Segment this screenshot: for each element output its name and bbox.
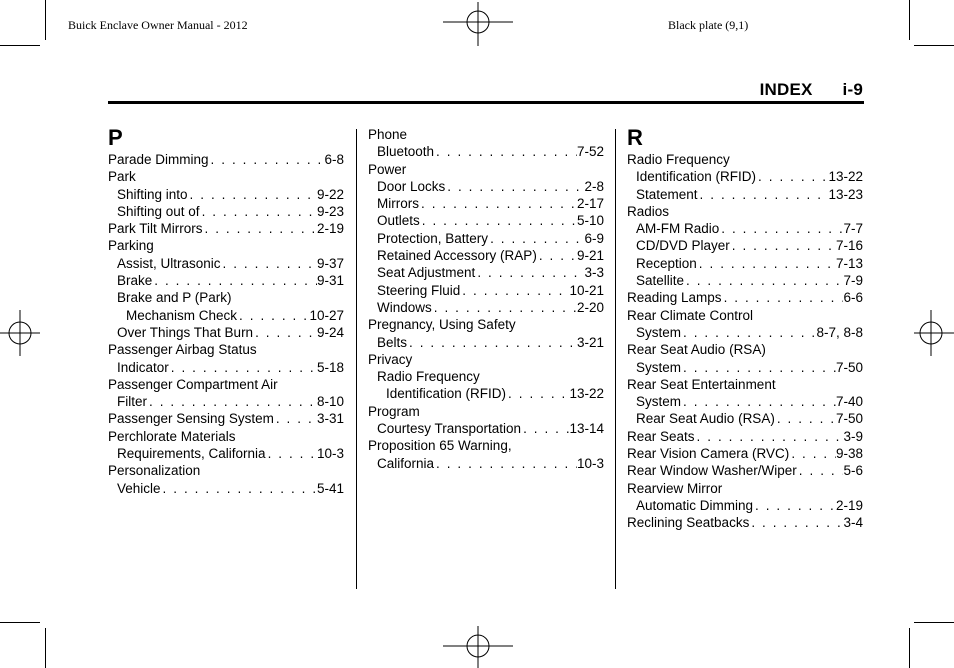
index-entry-term: Rear Climate Control (627, 307, 754, 323)
index-entry (627, 151, 863, 168)
section-title: INDEX (759, 80, 813, 99)
index-entry-term: Radio Frequency (377, 369, 480, 385)
index-entry-term: Belts (377, 334, 408, 350)
index-entry-term: Windows (377, 299, 432, 315)
index-entry-term: Reception (636, 255, 697, 271)
index-entry (108, 428, 344, 445)
index-entry-term: Rear Seat Audio (RSA) (636, 411, 775, 427)
dot-leader (475, 264, 584, 281)
index-entry-term: System (636, 394, 682, 410)
index-entry-term: Rear Vision Camera (RVC) (627, 446, 790, 462)
index-entry-term: Automatic Dimming (636, 497, 754, 513)
index-entry-term: Reading Lamps (627, 290, 722, 306)
index-entry-term: Program (368, 403, 420, 419)
index-entry (627, 393, 863, 410)
index-entry-page: 10-3 (316, 446, 344, 462)
index-entry-page: 9-21 (576, 248, 604, 264)
dot-leader (681, 324, 816, 341)
index-entry (368, 264, 604, 281)
dot-leader (506, 385, 569, 402)
index-entry-page: 9-24 (316, 324, 344, 340)
index-entry (368, 212, 604, 229)
index-entry (627, 480, 863, 497)
dot-leader (209, 151, 325, 168)
dot-leader (432, 299, 577, 316)
index-entry-term: Perchlorate Materials (108, 428, 236, 444)
index-entry-page: 13-23 (828, 186, 863, 202)
index-entry-page: 3-31 (316, 411, 344, 427)
index-entry (368, 403, 604, 420)
index-entry (627, 462, 863, 479)
index-entry-term: Rear Seat Audio (RSA) (627, 342, 766, 358)
index-entry-page: 9-38 (835, 446, 863, 462)
index-entry-term: Pregnancy, Using Safety (368, 317, 516, 333)
index-entry-term: Identification (RFID) (386, 386, 507, 402)
index-entry-page: 3-21 (576, 334, 604, 350)
index-entry (368, 230, 604, 247)
dot-leader (681, 393, 836, 410)
index-entry-term: Parade Dimming (108, 152, 209, 167)
index-entry-term: Brake and P (Park) (117, 290, 232, 306)
column-divider (356, 129, 357, 589)
index-entry (368, 455, 604, 472)
index-entry (627, 514, 863, 531)
index-entry-page: 7-40 (835, 394, 863, 410)
index-entry-term: Mechanism Check (126, 307, 238, 323)
dot-leader (719, 220, 843, 237)
dot-leader (684, 272, 843, 289)
index-entry (108, 255, 344, 272)
index-entry (627, 410, 863, 427)
index-letter-heading: P (108, 125, 123, 150)
dot-leader (698, 186, 829, 203)
index-entry (108, 289, 344, 306)
index-entry-term: Rearview Mirror (627, 480, 723, 496)
index-entry (108, 168, 344, 185)
index-entry-term: Seat Adjustment (377, 265, 476, 281)
index-column-3 (627, 125, 863, 532)
print-header-plate: Black plate (9,1) (668, 18, 749, 32)
dot-leader (266, 445, 317, 462)
index-entry-term: Vehicle (117, 480, 161, 496)
index-entry-page: 9-22 (316, 186, 344, 202)
dot-leader (695, 428, 844, 445)
index-entry-term: Bluetooth (377, 144, 435, 160)
index-entry (108, 220, 344, 237)
index-entry (368, 282, 604, 299)
dot-leader (797, 462, 844, 479)
index-entry (108, 272, 344, 289)
dot-leader (749, 514, 843, 531)
index-entry-term: Passenger Sensing System (108, 411, 274, 427)
dot-leader (722, 289, 844, 306)
index-entry-term: Statement (636, 186, 698, 202)
index-entry (108, 410, 344, 427)
index-entry-page: 13-22 (828, 169, 863, 185)
dot-leader (756, 168, 828, 185)
index-entry (627, 289, 863, 306)
crop-mark (909, 628, 910, 668)
dot-leader (730, 237, 836, 254)
page-number: i-9 (842, 80, 863, 99)
dot-leader (445, 178, 584, 195)
index-entry (627, 307, 863, 324)
index-entry-term: Proposition 65 Warning, (368, 438, 512, 454)
dot-leader (221, 255, 317, 272)
index-entry-page: 3-3 (584, 265, 604, 281)
index-entry (368, 161, 604, 178)
index-entry (627, 376, 863, 393)
index-entry-term: Park (108, 169, 136, 185)
index-entry-term: Passenger Compartment Air (108, 376, 278, 392)
index-entry (627, 341, 863, 358)
index-entry-term: Requirements, California (117, 446, 266, 462)
index-entry-term: Indicator (117, 359, 169, 375)
dot-leader (420, 212, 577, 229)
index-entry-page: 2-17 (576, 196, 604, 212)
index-entry-page: 6-8 (324, 152, 344, 167)
index-entry-term: Door Locks (377, 178, 446, 194)
index-entry-page: 6-6 (843, 290, 863, 306)
index-entry-page: 7-50 (835, 359, 863, 375)
dot-leader (169, 359, 317, 376)
index-entry-page: 13-14 (569, 421, 604, 437)
index-entry (627, 255, 863, 272)
index-entry (368, 247, 604, 264)
index-entry-term: Radio Frequency (627, 152, 730, 167)
dot-leader (419, 195, 577, 212)
index-entry-term: Protection, Battery (377, 230, 489, 246)
index-entry-term: Rear Window Washer/Wiper (627, 463, 797, 479)
index-entry (368, 368, 604, 385)
dot-leader (697, 255, 836, 272)
index-entry (108, 393, 344, 410)
index-entry-page: 10-3 (576, 455, 604, 471)
dot-leader (200, 203, 317, 220)
index-entry-page: 3-4 (843, 515, 863, 531)
index-entry-page: 6-9 (584, 230, 604, 246)
index-entry-page: 9-31 (316, 273, 344, 289)
index-entry-term: Rear Seat Entertainment (627, 376, 776, 392)
index-column-2 (368, 125, 604, 472)
index-entry-term: Identification (RFID) (636, 169, 757, 185)
dot-leader (253, 324, 317, 341)
dot-leader (434, 143, 577, 160)
index-entry-page: 7-50 (835, 411, 863, 427)
index-entry-page: 2-8 (584, 178, 604, 194)
dot-leader (188, 186, 317, 203)
index-entry (627, 186, 863, 203)
index-entry-term: Power (368, 161, 407, 177)
index-entry (108, 203, 344, 220)
index-entry-term: Shifting into (117, 186, 188, 202)
index-entry (108, 151, 344, 168)
index-entry (368, 126, 604, 143)
index-entry-term: Radios (627, 203, 670, 219)
crop-mark (914, 45, 954, 46)
crop-mark (0, 622, 40, 623)
index-entry (627, 445, 863, 462)
index-entry-term: Passenger Airbag Status (108, 342, 257, 358)
index-entry (108, 324, 344, 341)
dot-leader (152, 272, 317, 289)
index-entry (627, 324, 863, 341)
dot-leader (488, 230, 584, 247)
crop-mark (45, 0, 46, 40)
index-entry (368, 334, 604, 351)
crop-mark (0, 45, 40, 46)
index-entry (368, 143, 604, 160)
running-head (760, 80, 863, 100)
index-entry-page: 10-27 (309, 307, 344, 323)
index-entry-page: 9-37 (316, 255, 344, 271)
index-entry-term: Reclining Seatbacks (627, 515, 750, 531)
index-entry-page: 8-10 (316, 394, 344, 410)
dot-leader (521, 420, 569, 437)
index-entry-page: 7-16 (835, 238, 863, 254)
dot-leader (681, 359, 836, 376)
dot-leader (407, 334, 577, 351)
index-entry-term: Personalization (108, 463, 201, 479)
index-entry-page: 7-52 (576, 144, 604, 160)
dot-leader (775, 410, 836, 427)
index-entry (108, 237, 344, 254)
index-entry (627, 168, 863, 185)
index-letter-heading: R (627, 125, 643, 150)
index-entry-page: 2-19 (316, 221, 344, 237)
dot-leader (434, 455, 577, 472)
index-entry-term: System (636, 359, 682, 375)
index-entry-page: 3-9 (843, 428, 863, 444)
index-entry-term: Steering Fluid (377, 282, 461, 298)
index-entry-term: System (636, 324, 682, 340)
index-entry-page: 8-7, 8-8 (816, 324, 863, 340)
registration-mark-icon (0, 310, 40, 356)
dot-leader (203, 220, 317, 237)
index-entry-term: Brake (117, 273, 153, 289)
registration-mark-icon (914, 310, 954, 356)
index-entry (627, 497, 863, 514)
index-entry-page: 13-22 (569, 386, 604, 402)
registration-mark-icon (443, 2, 513, 46)
index-entry (108, 480, 344, 497)
dot-leader (237, 307, 309, 324)
index-entry-term: AM-FM Radio (636, 221, 720, 237)
header-rule (108, 101, 864, 104)
index-entry (368, 316, 604, 333)
index-entry (627, 220, 863, 237)
index-entry (108, 186, 344, 203)
index-entry (108, 359, 344, 376)
index-entry-page: 5-41 (316, 480, 344, 496)
index-entry (627, 359, 863, 376)
index-entry (108, 307, 344, 324)
index-entry-term: California (377, 455, 435, 471)
index-entry-term: Filter (117, 394, 147, 410)
index-entry-page: 7-13 (835, 255, 863, 271)
index-entry (108, 376, 344, 393)
index-entry (368, 195, 604, 212)
dot-leader (789, 445, 836, 462)
dot-leader (147, 393, 317, 410)
index-entry (368, 437, 604, 454)
index-entry (368, 178, 604, 195)
index-entry (368, 385, 604, 402)
index-entry (108, 462, 344, 479)
index-entry-term: Privacy (368, 351, 413, 367)
dot-leader (753, 497, 836, 514)
index-entry-term: Over Things That Burn (117, 324, 254, 340)
index-entry-term: Outlets (377, 213, 420, 229)
index-entry (108, 341, 344, 358)
index-entry-page: 10-21 (569, 282, 604, 298)
index-entry (368, 351, 604, 368)
index-entry-page: 7-7 (843, 221, 863, 237)
print-header-title: Buick Enclave Owner Manual - 2012 (68, 18, 248, 32)
dot-leader (537, 247, 577, 264)
index-entry-page: 5-18 (316, 359, 344, 375)
index-entry-term: Mirrors (377, 196, 419, 212)
index-entry-term: Satellite (636, 273, 685, 289)
index-entry-term: CD/DVD Player (636, 238, 730, 254)
index-entry (627, 428, 863, 445)
column-divider (615, 129, 616, 589)
index-entry (627, 272, 863, 289)
index-entry-page: 2-19 (835, 497, 863, 513)
index-entry-term: Retained Accessory (RAP) (377, 248, 537, 264)
index-entry-term: Rear Seats (627, 428, 695, 444)
crop-mark (909, 0, 910, 40)
index-entry-page: 5-6 (843, 463, 863, 479)
dot-leader (460, 282, 569, 299)
index-entry-page: 7-9 (843, 273, 863, 289)
index-entry-term: Shifting out of (117, 203, 200, 219)
index-entry-page: 2-20 (576, 299, 604, 315)
index-entry-page: 9-23 (316, 203, 344, 219)
index-entry (627, 237, 863, 254)
dot-leader (274, 410, 317, 427)
index-entry (368, 299, 604, 316)
index-entry-page: 5-10 (576, 213, 604, 229)
index-entry-term: Phone (368, 127, 408, 142)
index-entry-term: Assist, Ultrasonic (117, 255, 221, 271)
crop-mark (45, 628, 46, 668)
crop-mark (914, 622, 954, 623)
index-entry-term: Parking (108, 238, 154, 254)
index-column-1 (108, 125, 344, 497)
index-entry (368, 420, 604, 437)
index-entry-term: Courtesy Transportation (377, 421, 522, 437)
dot-leader (161, 480, 317, 497)
registration-mark-icon (443, 626, 513, 668)
index-entry (627, 203, 863, 220)
index-entry-term: Park Tilt Mirrors (108, 221, 203, 237)
index-entry (108, 445, 344, 462)
